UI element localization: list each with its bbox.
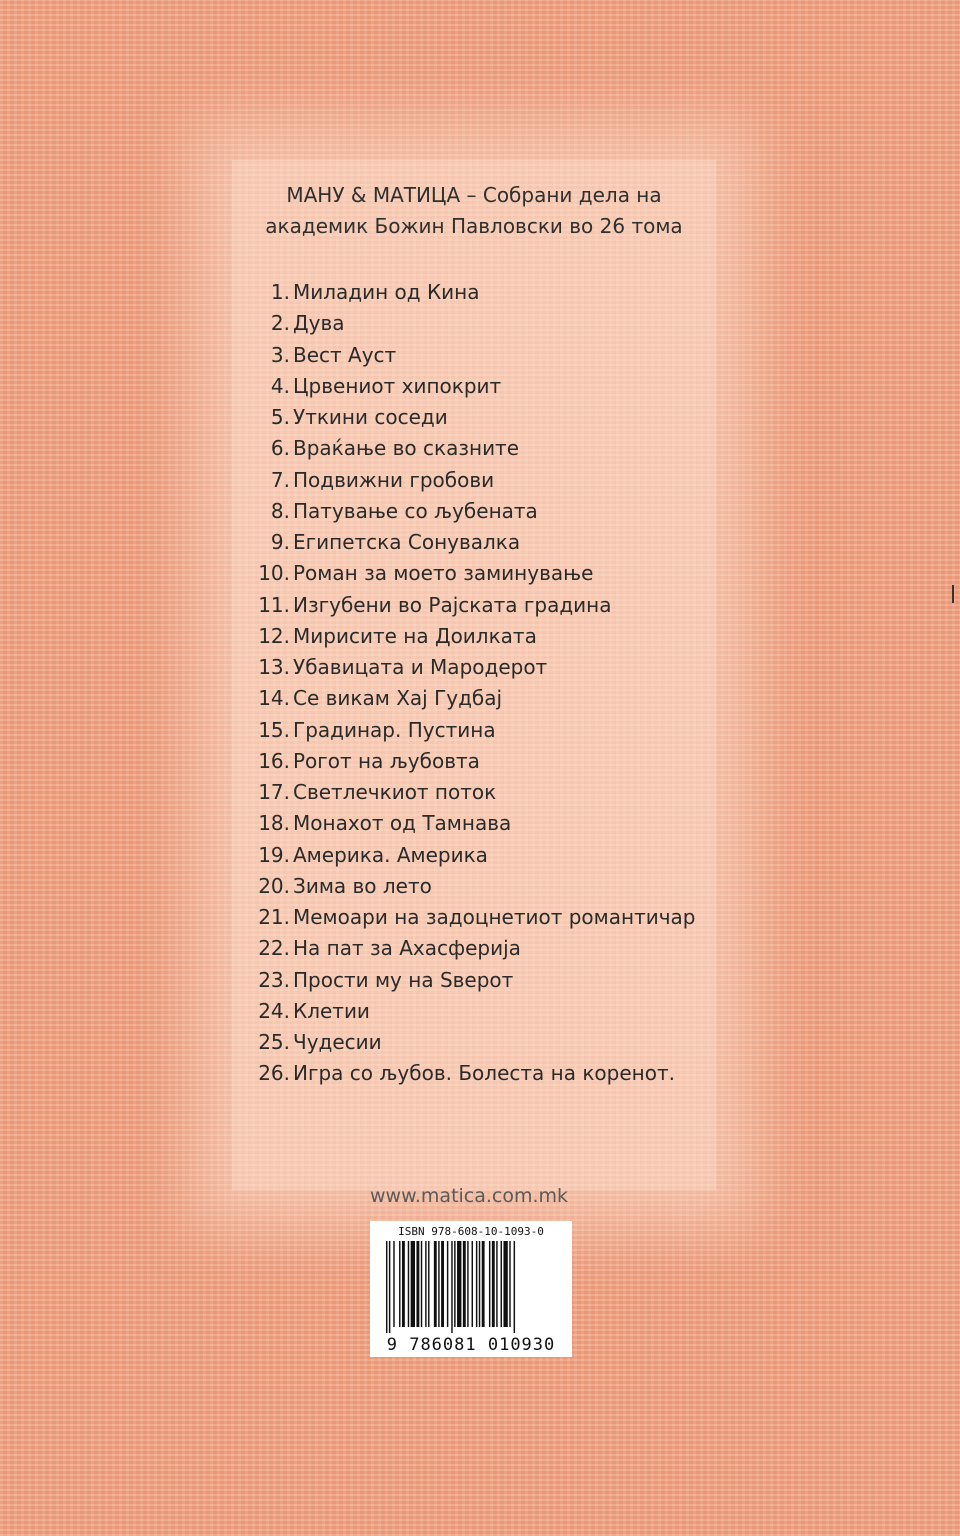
volume-title: Мемоари на задоцнетиот романтичар [293,905,696,929]
volume-item [252,402,696,433]
volume-number: 13. [258,655,290,679]
volume-title: Вест Ауст [293,342,397,367]
volume-title: Црвениот хипокрит [293,373,502,398]
volume-item [252,715,696,746]
volume-list [252,277,696,1090]
volume-item [252,965,696,996]
volume-item [252,840,696,871]
volume-number: 18. [258,811,290,836]
volume-item [252,371,696,402]
barcode-digits: 9 786081 010930 [386,1335,556,1355]
isbn-barcode [370,1221,572,1357]
volume-title: Убавицата и Мародерот [293,655,548,679]
volume-number: 16. [258,748,290,773]
publisher-website: www.matica.com.mk [370,1185,569,1207]
series-header-line2: академик Божин Павловски во 26 тома [265,214,683,238]
volume-title: Чудесии [293,1030,382,1054]
volume-item [252,808,696,839]
volume-item [252,1058,696,1089]
volume-number: 5. [270,405,290,429]
isbn-label: ISBN 978-608-10-1093-0 [398,1225,544,1238]
volume-title: Монахот од Тамнава [293,811,512,836]
volume-item [252,433,696,464]
barcode-bars [380,1241,562,1333]
volume-item [252,465,696,496]
volume-number: 14. [258,686,290,711]
volume-number: 10. [258,561,290,586]
volume-title: Игра со љубов. Болеста на коренот. [293,1061,675,1086]
volume-item [252,558,696,589]
volume-title: Миладин од Кина [293,280,480,304]
volume-title: Подвижни гробови [293,467,495,492]
volume-item [252,652,696,683]
volume-item [252,496,696,527]
volume-number: 23. [258,967,290,992]
volume-item [252,777,696,808]
volume-number: 15. [258,717,290,742]
volume-title: Се викам Хај Гудбај [293,686,503,711]
volume-number: 4. [270,373,290,398]
volume-item [252,996,696,1027]
volume-number: 1. [270,280,290,304]
volume-number: 9. [270,530,290,554]
volume-number: 22. [258,936,290,961]
volume-title: Зима во лето [293,873,432,898]
volume-number: 19. [258,842,290,867]
volume-number: 20. [258,873,290,898]
volume-title: Патување со љубената [293,498,538,523]
volume-title: Клетии [293,998,370,1023]
series-header-line1: МАНУ & МАТИЦА – Собрани дела на [286,183,662,207]
volume-number: 3. [270,342,290,367]
volume-item [252,746,696,777]
volume-item [252,902,696,933]
volume-title: Египетска Сонувалка [293,530,521,554]
volume-number: 26. [258,1061,290,1086]
volume-number: 24. [258,998,290,1023]
volume-title: Градинар. Пустина [293,717,496,742]
volume-number: 6. [270,436,290,461]
series-header [232,180,716,242]
volume-number: 12. [258,623,290,648]
volume-item [252,683,696,714]
volume-title: Дува [293,311,345,336]
volume-item [252,1027,696,1058]
volume-title: Америка. Америка [293,842,488,867]
volume-item [252,871,696,902]
volume-title: На пат за Ахасферија [293,936,521,961]
volume-item [252,308,696,339]
volume-item [252,277,696,308]
volume-item [252,340,696,371]
volume-item [252,621,696,652]
volume-number: 21. [258,905,290,929]
edge-mark [952,585,960,603]
volume-title: Рогот на љубовта [293,748,480,773]
volume-title: Светлечкиот поток [293,780,497,804]
volume-number: 11. [258,592,290,617]
volume-title: Мирисите на Доилката [293,623,537,648]
volume-item [252,527,696,558]
volume-number: 25. [258,1030,290,1054]
volume-title: Изгубени во Рајската градина [293,592,612,617]
volume-number: 7. [270,467,290,492]
volume-number: 2. [270,311,290,336]
volume-title: Прости му на Ѕверот [293,967,514,992]
volume-title: Враќање во сказните [293,436,520,461]
volume-item [252,933,696,964]
volume-title: Роман за моето заминување [293,561,594,586]
volume-item [252,590,696,621]
volume-number: 17. [258,780,290,804]
volume-number: 8. [270,498,290,523]
volume-title: Уткини соседи [293,405,448,429]
